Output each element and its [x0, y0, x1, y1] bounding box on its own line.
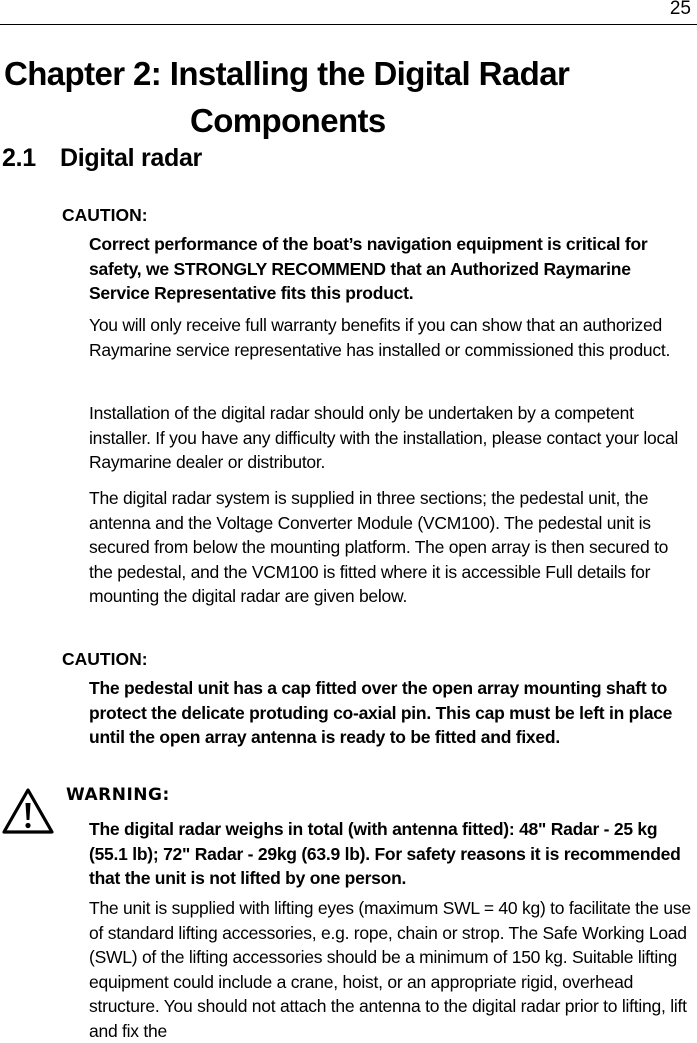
caution-label-1: CAUTION:: [62, 205, 148, 225]
caution-text-1: Correct performance of the boat’s navigation equipment is critical for safety, we STRONGLY RECOMMEND that an Authorized Raymarine Service Representative fits this product.: [89, 234, 648, 303]
caution-label-2: CAUTION:: [62, 649, 148, 669]
paragraph-system-sections: The digital radar system is supplied in three sections; the pedestal unit, the antenna and the Voltage Converter Module (VCM100). The pedestal unit is secured from below the mounting platform. The open array is then secured to the pedestal, and the VCM100 is fitted where it is accessible Full details for mounting the digital radar are given below.: [89, 488, 669, 606]
section-number: 2.1: [2, 144, 36, 172]
warning-text-lifting: The unit is supplied with lifting eyes (maximum SWL = 40 kg) to facilitate the use of standard lifting accessories, e.g. rope, chain or strop. The Safe Working Load (SWL) of the lifting accessories should be a minimum of 150 kg. Suitable lifting equipment could include a crane, hoist, or an appropriate rigid, overhead structure. You should not attach the antenna to the digital radar prior to lifting, lift and fix the: [89, 898, 691, 1041]
caution-text-2: The pedestal unit has a cap fitted over the open array mounting shaft to protect the delicate protuding co-axial pin. This cap must be left in place until the open array antenna is ready to be fitted and fixed.: [89, 678, 673, 747]
warning-label: WARNING:: [66, 785, 170, 805]
section-title: Digital radar: [60, 144, 202, 172]
section-heading: [2, 144, 202, 173]
page-number: 25: [669, 0, 691, 19]
header-rule: [0, 24, 697, 25]
paragraph-installer: Installation of the digital radar should only be undertaken by a competent installer. If you have any difficulty with the installation, please contact your local Raymarine dealer or distributor.: [89, 403, 679, 472]
paragraph-warranty: You will only receive full warranty benefits if you can show that an authorized Raymarine service representative has installed or commissioned this product.: [89, 315, 671, 360]
chapter-title: [4, 50, 569, 144]
warning-triangle-icon: [2, 787, 54, 835]
warning-text-bold: The digital radar weighs in total (with antenna fitted): 48" Radar - 25 kg (55.1 lb); 72" Radar - 29kg (63.9 lb). For safety reasons it is recommended that the unit is not lifted by one person.: [89, 819, 681, 888]
chapter-title-line2: Components: [190, 102, 386, 139]
chapter-title-line1: Chapter 2: Installing the Digital Radar: [4, 55, 570, 92]
